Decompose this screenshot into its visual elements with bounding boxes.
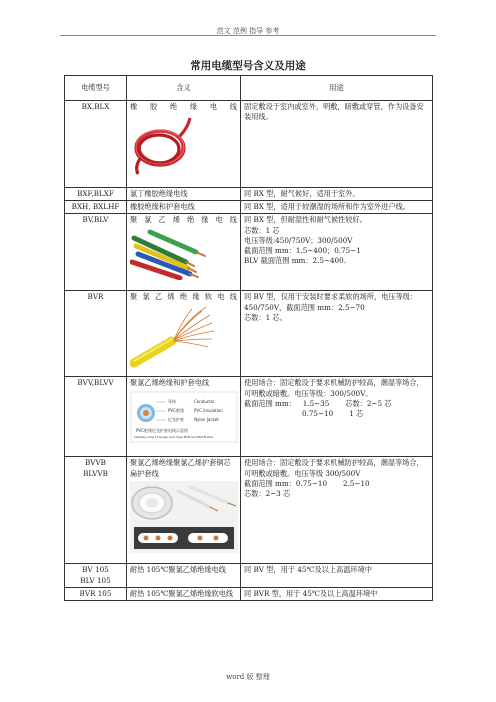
- table-row: [65, 101, 433, 188]
- usage-line: 芯数：1 芯。: [244, 312, 287, 322]
- usage-line: 截面范围 mm： 1.5~35 芯数：2~5 芯: [244, 398, 392, 408]
- meaning-text: 聚氯乙烯绝缘和护套电线: [130, 378, 210, 388]
- model-cell: BVVB BLVVB: [65, 457, 127, 564]
- model-cell: BV,BLV: [65, 214, 127, 291]
- usage-line: 同 BV 型，仅用于安装时要求柔软的场所，电压等级：450/750V，截面范围 mm：2.5~70: [244, 292, 418, 312]
- meaning-cell: [127, 457, 241, 564]
- usage-line: BLV 截面范围 mm：2.5~400.: [244, 256, 346, 266]
- usage-line: 芯数：2~3 芯: [244, 489, 291, 499]
- usage-cell: [241, 587, 433, 600]
- meaning-text: 橡 胶 绝 缘 电 线: [130, 102, 237, 111]
- diagram-label: PVC绝缘: [168, 407, 184, 413]
- usage-line: 使用场合：固定敷设于要求机械防护较高，潮湿等场合，可明敷或暗敷。电压等级：300/500V。: [244, 378, 424, 398]
- diagram-label: Conductor: [194, 398, 215, 404]
- table-row: [65, 214, 433, 291]
- cable-table: [64, 75, 433, 601]
- table-row: [65, 377, 433, 457]
- model-cell: BXH, BXLHF: [65, 201, 127, 214]
- table-row: [65, 188, 433, 201]
- usage-line: 截面范围 mm：0.75~10 2.5~10: [244, 478, 370, 488]
- diagram-label: 导体: [168, 398, 176, 404]
- col-header-usage: 用途: [241, 76, 433, 101]
- usage-cell: [241, 201, 433, 214]
- col-header-model: 电缆型号: [65, 76, 127, 101]
- usage-cell: [241, 214, 433, 291]
- usage-cell: [241, 457, 433, 564]
- model-cell: BVR 105: [65, 587, 127, 600]
- diagram-label: Nylon Jacket: [194, 416, 219, 422]
- usage-line: 芯数：1 芯: [244, 225, 280, 235]
- model-cell: BXF,BLXF: [65, 188, 127, 201]
- usage-cell: [241, 188, 433, 201]
- model-cell: BV 105 BLV 105: [65, 564, 127, 587]
- diagram-label: PVC绝缘尼龙护套电线示意图: [136, 427, 188, 433]
- usage-line: 截面范围 mm：1.5~400；0.75~1: [244, 246, 361, 256]
- table-row: [65, 457, 433, 564]
- usage-line: 同 BX 型，但耐湿性和耐气候性较好。: [244, 215, 367, 225]
- usage-line: 0.75~10 1 芯: [302, 409, 364, 419]
- table-row: [65, 201, 433, 214]
- page-header: 范文 范例 指导 参考: [216, 27, 280, 35]
- col-header-meaning: 含义: [127, 76, 241, 101]
- page-title: 常用电缆型号含义及用途: [190, 60, 306, 72]
- usage-line: 同 BX 型，适用于较潮湿的场所和作为室外进户线。: [244, 202, 410, 212]
- usage-line: 使用场合：固定敷设于要求机械防护较高，潮湿等场合，可明敷或暗敷。电压等级 300/500V: [244, 458, 424, 478]
- meaning-text: 聚氯乙烯绝缘聚氯乙烯护套铜芯扁护套线: [130, 458, 231, 478]
- meaning-cell: 耐热 105℃聚氯乙烯绝缘软电线: [127, 587, 241, 600]
- meaning-text: 聚 氯 乙 烯 绝 缘 软 电 线: [130, 292, 237, 302]
- table-row: [65, 564, 433, 587]
- usage-line: 同 BV 型，用于 45℃及以上高温环境中: [244, 565, 372, 575]
- usage-cell: [241, 377, 433, 457]
- page-footer: word 版 整理: [226, 673, 270, 681]
- diagram-label: sideway view of single core type BVN and BVVN wire: [134, 434, 214, 439]
- diagram-label: PVC Insulation: [194, 407, 223, 413]
- model-cell: BVV,BLVV: [65, 377, 127, 457]
- usage-line: 固定敷设于室内或室外，明敷，暗敷或穿管，作为设备安装用线。: [244, 102, 424, 122]
- meaning-cell: 橡胶绝缘和护套电线: [127, 201, 241, 214]
- meaning-cell: [127, 291, 241, 377]
- red-wire-image: [130, 114, 194, 176]
- colored-wires-image: [130, 228, 210, 280]
- header-rule: [60, 35, 436, 36]
- usage-cell: [241, 564, 433, 587]
- table-row: [65, 587, 433, 600]
- meaning-cell: [127, 101, 241, 188]
- meaning-cell: [127, 214, 241, 291]
- meaning-cell: [127, 377, 241, 457]
- usage-line: 同 BX 型，耐气候好，适用于室外。: [244, 189, 360, 198]
- usage-cell: [241, 101, 433, 188]
- meaning-cell: 耐热 105℃聚氯乙烯绝缘电线: [127, 564, 241, 587]
- yellow-flexible-wire-image: [130, 305, 216, 373]
- usage-cell: [241, 291, 433, 377]
- diagram-label: 尼龙护套: [168, 416, 184, 422]
- usage-line: 电压等级:450/750V；300/500V: [244, 235, 353, 245]
- model-cell: BVR: [65, 291, 127, 377]
- model-cell: BX,BLX: [65, 101, 127, 188]
- sheathed-cable-diagram: [130, 391, 238, 443]
- usage-line: 同 BVR 型，用于 45℃及以上高温环境中: [244, 588, 378, 598]
- flat-cable-image: [130, 481, 238, 553]
- table-row: [65, 291, 433, 377]
- meaning-text: 聚 氯 乙 烯 绝 缘 电 线: [130, 215, 237, 225]
- table-header-row: [65, 76, 433, 101]
- meaning-cell: 氯丁橡胶绝缘电线: [127, 188, 241, 201]
